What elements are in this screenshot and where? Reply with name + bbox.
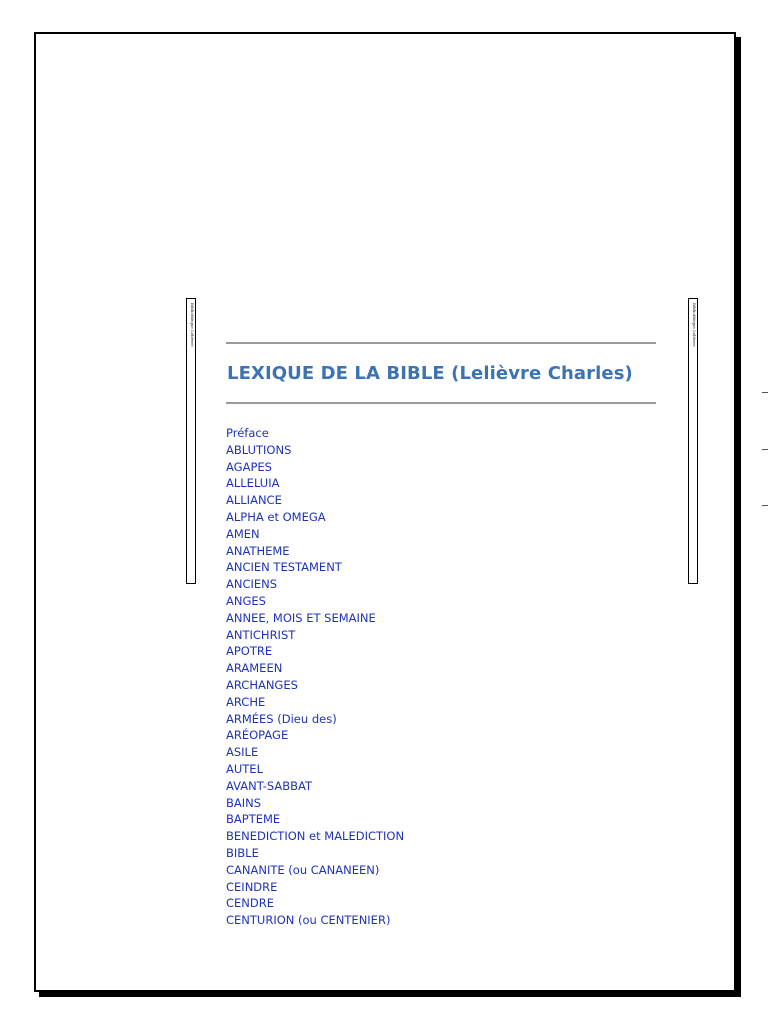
toc-link[interactable]: BAPTEME [226,812,281,827]
toc-link[interactable]: BENEDICTION et MALEDICTION [226,829,405,844]
toc-link[interactable]: APOTRE [226,644,273,659]
toc-link[interactable]: CANANITE (ou CANANEEN) [226,862,380,877]
edge-mark [762,505,768,506]
toc-link[interactable]: BIBLE [226,845,259,860]
toc-link[interactable]: AUTEL [226,761,263,776]
left-side-tab [186,298,196,584]
right-side-tab [688,298,698,584]
toc-link[interactable]: ANATHEME [226,543,290,558]
toc-link[interactable]: CENTURION (ou CENTENIER) [226,913,391,928]
toc-link[interactable]: CEINDRE [226,879,278,894]
table-of-contents [226,425,404,929]
title-rule-bottom [226,402,656,404]
toc-link[interactable]: CENDRE [226,896,275,911]
toc-link[interactable]: ANCIEN TESTAMENT [226,560,342,575]
toc-link[interactable]: ALPHA et OMEGA [226,509,326,524]
toc-link[interactable]: ALLELUIA [226,476,280,491]
toc-link[interactable]: ANGES [226,593,266,608]
toc-link[interactable]: ARÉOPAGE [226,728,289,743]
toc-link[interactable]: ARCHE [226,694,266,709]
left-side-tab-label: Bibliothèque Lelièvre [190,303,195,347]
toc-link[interactable]: ANTICHRIST [226,627,296,642]
toc-link[interactable]: ALLIANCE [226,493,282,508]
toc-link[interactable]: ANNEE, MOIS ET SEMAINE [226,610,376,625]
toc-link[interactable]: Préface [226,426,269,440]
edge-mark [762,392,768,393]
title-rule-top [226,342,656,344]
edge-mark [762,449,768,450]
toc-link[interactable]: ASILE [226,745,259,760]
toc-link[interactable]: AVANT-SABBAT [226,778,313,793]
toc-link[interactable]: ARAMEEN [226,661,283,676]
document-title: LEXIQUE DE LA BIBLE (Lelièvre Charles) [227,363,633,384]
toc-link[interactable]: ABLUTIONS [226,442,292,457]
toc-link[interactable]: AMEN [226,526,260,541]
toc-link[interactable]: ARCHANGES [226,677,298,692]
toc-link[interactable]: BAINS [226,795,262,810]
toc-link[interactable]: ANCIENS [226,577,278,592]
toc-link[interactable]: AGAPES [226,459,272,474]
toc-link[interactable]: ARMÉES (Dieu des) [226,711,337,726]
right-side-tab-label: Bibliothèque Lelièvre [692,303,697,347]
